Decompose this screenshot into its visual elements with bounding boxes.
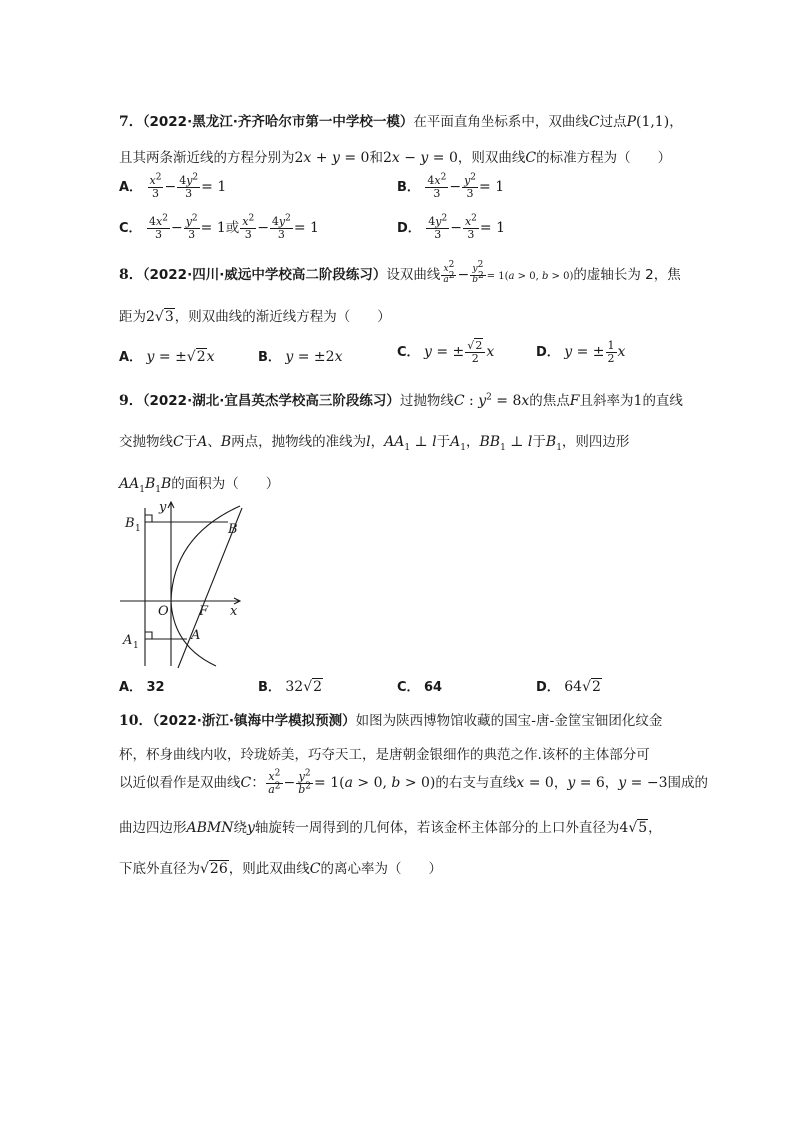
q9-option-a — [119, 676, 165, 695]
q9-stem-text: ，则四边形 — [561, 434, 630, 450]
option-value: 64 — [424, 680, 443, 695]
q9-option-b — [258, 676, 323, 695]
q7-option-c — [119, 213, 319, 241]
math: x = 0 — [516, 775, 554, 792]
q7-line-2 — [119, 146, 671, 166]
q10-line-4 — [119, 816, 662, 836]
label-x: x — [230, 604, 238, 619]
q9-line-1 — [119, 389, 683, 410]
math: $\frac{4x^2}{3}$ − $\frac{y^2}{3}$ = 1 — [427, 172, 505, 200]
option-label: A． — [119, 180, 143, 196]
math: C — [309, 861, 321, 877]
q10-line-3 — [119, 768, 708, 796]
math: C — [525, 150, 537, 166]
q10-stem-text: 以近似看作是双曲线 — [119, 775, 241, 792]
math: (1,1) — [635, 114, 670, 130]
q7-stem-text: 和 — [369, 150, 383, 166]
math: 2x + y = 0 — [294, 150, 370, 166]
q9-line-3 — [119, 472, 280, 495]
q9-stem-text: 的面积为（ ） — [171, 476, 280, 492]
math: C — [588, 114, 600, 130]
q10-stem-text: 的右支与直线 — [435, 775, 517, 792]
label-y: y — [159, 500, 167, 515]
q7-source: （2022·黑龙江·齐齐哈尔市第一中学校一模） — [142, 114, 414, 130]
math: $A_1$ — [450, 434, 467, 453]
math: y = 6 — [567, 775, 605, 792]
q7-option-b — [397, 172, 505, 200]
math: A — [197, 434, 208, 450]
math: B — [220, 434, 232, 450]
q10-stem-text: 轴旋转一周得到的几何体，若该金杯主体部分的上口外直径为 — [254, 820, 620, 836]
q7-stem-text: 过点 — [599, 114, 627, 130]
q10-stem-text: 下底外直径为 — [119, 861, 200, 877]
parabola-figure — [118, 496, 258, 672]
math: √26 — [200, 861, 228, 877]
q10-stem-text: ， — [604, 775, 619, 792]
math: $AA_1$ ⊥ l — [384, 434, 437, 453]
q7-stem-text: 在平面直角坐标系中，双曲线 — [413, 114, 589, 130]
label-a1: A — [123, 633, 133, 648]
label-a1-sub: 1 — [133, 641, 139, 651]
q7-option-a — [119, 172, 227, 200]
q8-option-d — [536, 340, 625, 364]
math: y = −3 — [618, 775, 668, 792]
q10-stem-text: 如图为陕西博物馆收藏的国宝-唐-金筐宝钿团化纹金 — [355, 713, 663, 729]
label-o: O — [158, 604, 169, 619]
q9-line-2 — [119, 430, 630, 453]
math: ABMN — [186, 820, 234, 836]
math: $\frac{x^2}{3}$ − $\frac{4y^2}{3}$ = 1 — [149, 172, 227, 200]
q9-stem-text: 过抛物线 — [399, 393, 454, 409]
math: y = ±2x — [285, 349, 343, 365]
option-label: A． — [119, 680, 143, 695]
q9-stem-text: 的直线 — [642, 393, 683, 409]
q8-line-1 — [119, 260, 681, 285]
math: 2√3 — [146, 309, 174, 325]
q10-line-2 — [119, 743, 650, 763]
math: y = ± $\frac{√2}{2}$ x — [424, 339, 495, 365]
option-label: B． — [258, 680, 281, 695]
q10-stem-text: 围成的 — [667, 775, 708, 792]
math: 64√2 — [564, 679, 601, 695]
math: C : $y^2 = 8x$ — [453, 392, 530, 409]
q10-stem-text: 杯，杯身曲线内收，玲珑娇美，巧夺天工，是唐朝金银细作的典范之作.该杯的主体部分可 — [119, 747, 650, 763]
label-a: A — [191, 628, 201, 643]
q7-stem-text: ，则双曲线 — [457, 150, 526, 166]
q10-line-5 — [119, 857, 442, 877]
q10-stem-text: 曲边四边形 — [119, 820, 187, 836]
q9-stem-text: 于 — [183, 434, 198, 450]
q7-option-d — [397, 213, 505, 241]
q10-stem-text: ， — [553, 775, 568, 792]
q9-stem-text: 的焦点 — [529, 393, 570, 409]
option-label: C． — [397, 345, 420, 361]
q9-stem-text: 于 — [532, 434, 546, 450]
q9-option-c — [397, 676, 442, 695]
q10-stem-text: 绕 — [233, 820, 247, 836]
math: $BB_1$ ⊥ l — [479, 434, 533, 453]
q8-source: （2022·四川·威远中学校高二阶段练习） — [142, 267, 387, 283]
right-angle-mark — [145, 515, 152, 522]
q10-source: （2022·浙江·镇海中学模拟预测） — [152, 713, 356, 729]
label-b: B — [228, 522, 238, 537]
math: $AA_1B_1B$ — [119, 476, 172, 495]
q8-number: 8． — [119, 267, 143, 283]
q9-stem-text: 、 — [207, 434, 221, 450]
math: $\frac{4x^2}{3}$ − $\frac{y^2}{3}$ = 1 — [149, 213, 226, 241]
math: y = ±√2x — [146, 349, 215, 365]
math: 2x − y = 0 — [382, 150, 458, 166]
math: C： $\frac{x^2}{a^2}$ − $\frac{y^2}{b^2}$ = 1(a > 0, b > 0) — [240, 768, 436, 796]
q10-line-1 — [119, 709, 662, 730]
option-label: C． — [397, 680, 420, 695]
q7-stem-text: 的标准方程为（ ） — [536, 150, 672, 166]
option-label: D． — [397, 221, 421, 237]
q8-option-c — [397, 340, 494, 364]
q9-stem-text: 于 — [436, 434, 451, 450]
label-f: F — [199, 604, 209, 619]
math: $B_1$ — [545, 434, 562, 453]
q10-stem-text: 的离心率为（ ） — [320, 861, 442, 877]
q9-stem-text: ， — [466, 434, 480, 450]
math: 4√5 — [619, 820, 648, 836]
math: y — [246, 820, 255, 836]
q8-stem-text: 距为 — [119, 309, 146, 325]
q9-stem-text: 交抛物线 — [119, 434, 173, 450]
label-b1-sub: 1 — [135, 524, 141, 534]
q8-line-2 — [119, 305, 391, 325]
q7-stem-text: 且其两条渐近线的方程分别为 — [119, 150, 295, 166]
q10-number: 10． — [119, 713, 153, 729]
right-angle-mark — [145, 632, 152, 639]
q8-stem-text: ，则双曲线的渐近线方程为（ ） — [174, 309, 391, 325]
math: 1 — [633, 393, 643, 409]
q9-stem-text: ， — [370, 434, 385, 450]
q10-stem-text: ，则此双曲线 — [228, 861, 310, 877]
option-label: C． — [119, 221, 142, 237]
q7-line-1 — [119, 110, 683, 131]
q8-stem-text: 的虚轴长为 2，焦 — [573, 267, 681, 283]
q10-stem-text: ， — [648, 820, 662, 836]
option-label: D． — [536, 345, 560, 361]
math: l — [366, 434, 371, 450]
option-value: 32 — [146, 680, 165, 695]
q7-number: 7． — [119, 114, 143, 130]
math: F — [569, 393, 580, 409]
q9-source: （2022·湖北·宜昌英杰学校高三阶段练习） — [142, 393, 400, 409]
q9-stem-text: 且斜率为 — [579, 393, 634, 409]
option-label: D． — [536, 680, 560, 695]
math: $\frac{x^2}{a^2}$ − $\frac{y^2}{b^2}$ = 1(a > 0, b > 0) — [443, 260, 574, 285]
option-label: A． — [119, 350, 143, 365]
q9-stem-text: 两点，抛物线的准线为 — [231, 434, 367, 450]
math: $\frac{x^2}{3}$ − $\frac{4y^2}{3}$ = 1 — [242, 213, 319, 241]
math: 32√2 — [285, 679, 323, 695]
q8-option-b — [258, 346, 342, 365]
math: ， — [669, 114, 683, 130]
or-text: 或 — [225, 220, 240, 237]
math: C — [173, 434, 184, 450]
option-label: B． — [258, 350, 281, 365]
q8-option-a — [119, 346, 215, 365]
q9-option-d — [536, 676, 602, 695]
math: P — [626, 114, 636, 130]
math: y = ± $\frac{1}{2}$ x — [564, 339, 626, 365]
math: $\frac{4y^2}{3}$ − $\frac{x^2}{3}$ = 1 — [428, 213, 505, 241]
option-label: B． — [397, 180, 420, 196]
label-b1: B — [125, 516, 135, 531]
q9-number: 9． — [119, 393, 143, 409]
q8-stem-text: 设双曲线 — [386, 267, 441, 283]
